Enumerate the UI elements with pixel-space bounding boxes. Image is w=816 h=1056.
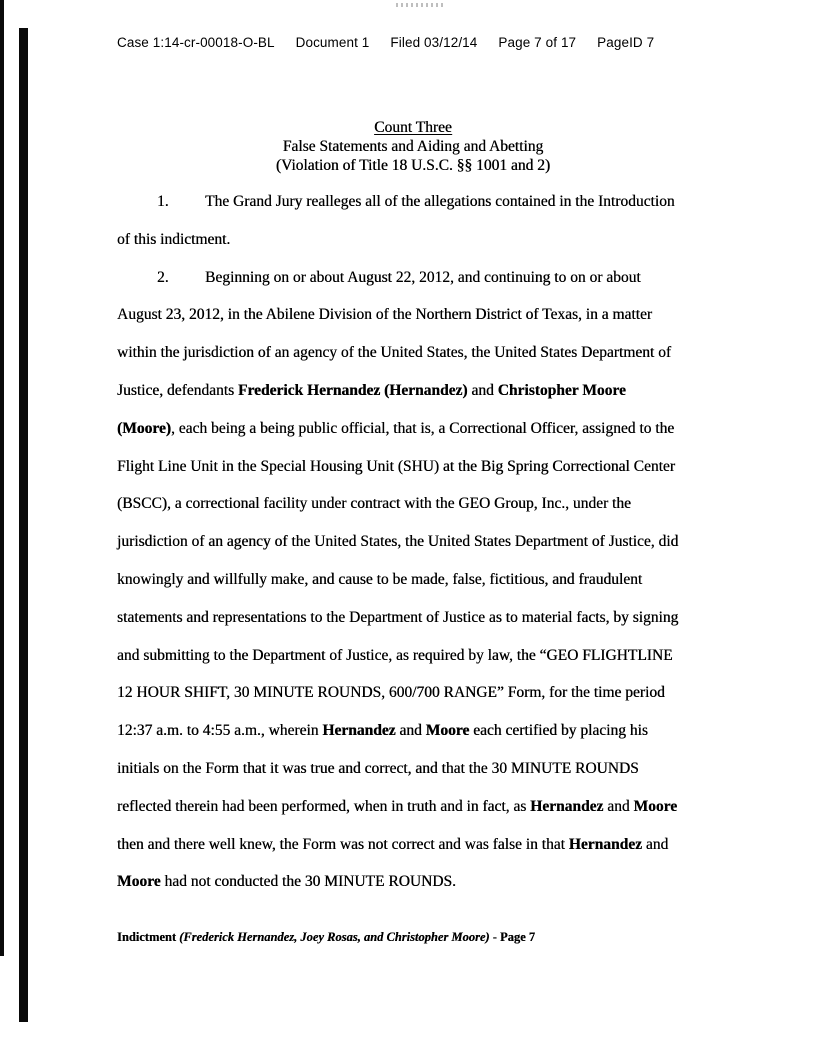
body-text-segment: knowingly and willfully make, and cause to be made, false, fictitious, and fraudulent <box>117 570 643 588</box>
body-text-segment: Moore <box>425 722 470 740</box>
body-text-segment: initials on the Form that it was true and correct, and that the 30 MINUTE ROUNDS <box>117 759 639 777</box>
body-text-segment: Hernandez <box>568 835 642 853</box>
body-line <box>117 259 711 297</box>
footer-segment: - Page 7 <box>489 930 536 944</box>
body-text-segment: , each being a being public official, that is, a Correctional Officer, assigned to the <box>170 419 675 437</box>
body-line <box>117 372 711 410</box>
body-text-segment: Moore <box>117 873 161 891</box>
body-text-segment: had not conducted the 30 MINUTE ROUNDS. <box>160 873 456 891</box>
count-charge: False Statements and Aiding and Abetting <box>282 138 544 155</box>
body-text-segment: and <box>395 722 426 740</box>
body-line <box>117 637 711 675</box>
body-text-segment: (Moore) <box>117 419 171 437</box>
footer-segment: Indictment <box>117 930 180 944</box>
count-title: Count Three <box>374 119 452 136</box>
body-line <box>117 674 711 712</box>
body-line <box>117 410 711 448</box>
body-text-segment: Flight Line Unit in the Special Housing Unit (SHU) at the Big Spring Correctional Center <box>117 457 675 475</box>
paragraph-number: 2. <box>157 268 169 286</box>
body-text-segment: jurisdiction of an agency of the United States, the United States Department of Justice, did <box>117 533 679 551</box>
body-text-segment: within the jurisdiction of an agency of the United States, the United States Department of <box>117 344 671 362</box>
stamp-segment: PageID 7 <box>597 35 655 50</box>
body-line <box>117 561 711 599</box>
scan-top-smudge <box>396 3 446 7</box>
body-line <box>117 712 711 750</box>
scan-left-bar <box>19 28 28 1022</box>
body-line <box>117 448 711 486</box>
body-text-segment: and <box>603 797 634 815</box>
footer-segment: (Frederick Hernandez, Joey Rosas, and Christopher Moore) <box>179 930 490 944</box>
body-line <box>117 788 711 826</box>
body-text-segment: Beginning on or about August 22, 2012, and continuing to on or about <box>205 268 641 286</box>
body-text-segment: Moore <box>633 797 678 815</box>
body-text-segment: of this indictment. <box>117 230 231 248</box>
stamp-segment: Document 1 <box>295 35 370 50</box>
scan-edge-line <box>0 0 4 956</box>
stamp-segment: Filed 03/12/14 <box>390 35 478 50</box>
body-line <box>117 221 711 259</box>
body-text-segment: The Grand Jury realleges all of the allegations contained in the Introduction <box>205 193 675 210</box>
body-text-segment: Frederick Hernandez (Hernandez) <box>237 381 468 399</box>
stamp-segment: Page 7 of 17 <box>498 35 577 50</box>
body-text-segment: statements and representations to the Department of Justice as to material facts, by signing <box>117 608 679 626</box>
body-text-segment: 12 HOUR SHIFT, 30 MINUTE ROUNDS, 600/700 RANGE” Form, for the time period <box>117 684 665 702</box>
body-text-segment: (BSCC), a correctional facility under contract with the GEO Group, Inc., under the <box>117 495 631 513</box>
body-text-segment: Hernandez <box>322 722 396 740</box>
body-line <box>117 183 711 221</box>
stamp-segment: Case 1:14-cr-00018-O-BL <box>117 35 275 50</box>
page-footer <box>117 928 535 946</box>
body-line <box>117 296 711 334</box>
body-text-segment: and <box>641 835 669 853</box>
body-text-segment: and submitting to the Department of Justice, as required by law, the “GEO FLIGHTLINE <box>117 646 673 664</box>
body-line <box>117 599 711 637</box>
body-line <box>117 485 711 523</box>
body-text-segment: 12:37 a.m. to 4:55 a.m., wherein <box>117 722 323 740</box>
body-line <box>117 863 711 901</box>
body-text-segment: and <box>467 381 498 399</box>
case-header-stamp <box>117 35 654 50</box>
paragraph-number: 1. <box>157 193 169 210</box>
body-text-segment: then and there well knew, the Form was not correct and was false in that <box>117 835 569 853</box>
body-line <box>117 523 711 561</box>
indictment-body <box>117 183 711 901</box>
body-line <box>117 826 711 864</box>
body-text-segment: reflected therein had been performed, when in truth and in fact, as <box>117 797 531 815</box>
count-heading <box>117 118 709 175</box>
body-text-segment: Christopher Moore <box>497 381 626 399</box>
body-text-segment: August 23, 2012, in the Abilene Division of the Northern District of Texas, in a matter <box>117 306 653 324</box>
body-text-segment: Hernandez <box>530 797 604 815</box>
body-line <box>117 334 711 372</box>
body-text-segment: each certified by placing his <box>469 722 648 740</box>
body-text-segment: Justice, defendants <box>117 381 238 399</box>
body-line <box>117 750 711 788</box>
count-statute: (Violation of Title 18 U.S.C. §§ 1001 and 2) <box>275 157 551 174</box>
